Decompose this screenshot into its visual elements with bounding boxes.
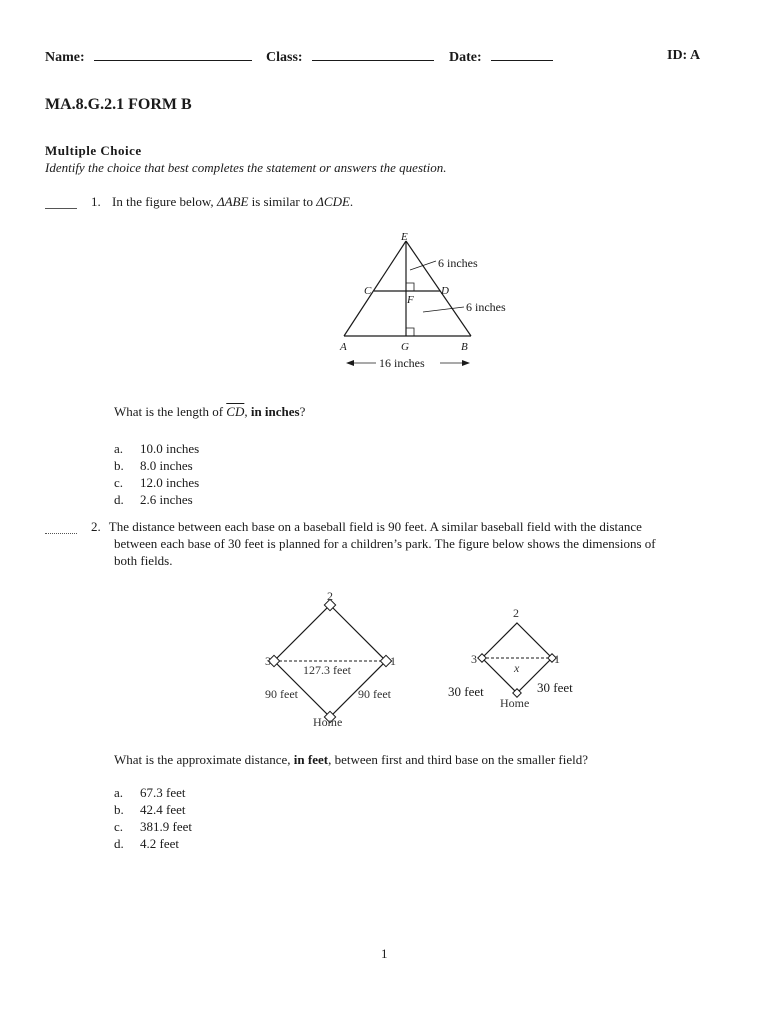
choice-item[interactable]: d. 2.6 inches bbox=[114, 492, 193, 507]
choice-item[interactable]: c. 12.0 inches bbox=[114, 475, 200, 490]
answer-blank-q1[interactable] bbox=[45, 207, 77, 209]
header-row bbox=[45, 48, 252, 66]
small-third-label: 3 bbox=[471, 652, 477, 666]
small-first-label: 1 bbox=[554, 652, 560, 666]
question-2-stem: 2. The distance between each base on a baseball field is 90 feet. A similar baseball field with the distance between each base of 30 feet is planned for a children’s park. The figure below shows the dimensions of both fields. bbox=[91, 519, 656, 568]
date-label: Date: bbox=[449, 50, 482, 65]
arrow-left-icon bbox=[346, 360, 354, 366]
question-number: 2. bbox=[91, 519, 101, 534]
label-a: A bbox=[340, 341, 347, 353]
label-c: C bbox=[364, 285, 372, 297]
label-f: F bbox=[407, 294, 414, 306]
question-number: 1. bbox=[91, 194, 101, 209]
small-diagonal-label: x bbox=[514, 661, 520, 675]
label-d: D bbox=[441, 285, 449, 297]
small-home-label: Home bbox=[500, 696, 530, 710]
question-1-prompt: What is the length of $\overline{CD}$, in inches? bbox=[114, 404, 306, 419]
name-label: Name: bbox=[45, 50, 85, 65]
question-2-prompt: What is the approximate distance, in feet, between first and third base on the smaller field? bbox=[114, 752, 588, 767]
choice-item[interactable]: d. 4.2 feet bbox=[114, 836, 179, 851]
dim-label-top: 6 inches bbox=[438, 256, 478, 270]
small-second-label: 2 bbox=[513, 606, 519, 620]
large-right-side-label: 90 feet bbox=[358, 687, 391, 701]
dim-label-base: 16 inches bbox=[379, 356, 425, 370]
label-e: E bbox=[401, 231, 408, 243]
large-diagonal-label: 127.3 feet bbox=[303, 663, 351, 677]
date-group bbox=[449, 48, 553, 66]
class-label: Class: bbox=[266, 50, 303, 65]
large-second-label: 2 bbox=[327, 589, 333, 603]
choice-item[interactable]: b. 8.0 inches bbox=[114, 458, 193, 473]
date-field[interactable] bbox=[491, 48, 553, 61]
leader-line-top bbox=[410, 261, 436, 270]
baseball-fields-figure bbox=[255, 585, 585, 735]
leader-line-mid bbox=[423, 307, 464, 312]
question-1-choices bbox=[114, 440, 199, 508]
large-left-side-label: 90 feet bbox=[265, 687, 298, 701]
label-g: G bbox=[401, 341, 409, 353]
page-title: MA.8.G.2.1 FORM B bbox=[45, 96, 192, 113]
choice-item[interactable]: a. 10.0 inches bbox=[114, 441, 200, 456]
large-third-label: 3 bbox=[265, 654, 271, 668]
right-angle-mark-f bbox=[406, 283, 414, 291]
segment-cd-label: $\overline{CD}$ bbox=[226, 404, 245, 419]
similar-triangles-figure bbox=[330, 225, 530, 375]
small-left-side-label: 30 feet bbox=[448, 684, 484, 699]
class-field[interactable] bbox=[312, 48, 434, 61]
section-heading: Multiple Choice bbox=[45, 143, 142, 158]
question-2-choices bbox=[114, 784, 192, 852]
class-group bbox=[266, 48, 434, 66]
arrow-right-icon bbox=[462, 360, 470, 366]
small-field bbox=[448, 606, 573, 710]
choice-item[interactable]: a. 67.3 feet bbox=[114, 785, 186, 800]
large-first-label: 1 bbox=[390, 654, 396, 668]
section-instruction: Identify the choice that best completes the statement or answers the question. bbox=[45, 160, 447, 175]
large-field bbox=[265, 589, 396, 729]
page-number: 1 bbox=[381, 946, 388, 961]
id-label: ID: A bbox=[667, 48, 701, 63]
choice-item[interactable]: c. 381.9 feet bbox=[114, 819, 192, 834]
answer-blank-q2[interactable] bbox=[45, 533, 77, 534]
dim-label-mid: 6 inches bbox=[466, 300, 506, 314]
triangle-side-ae bbox=[344, 241, 406, 336]
question-1-stem: 1. In the figure below, ΔABE is similar to ΔCDE. bbox=[91, 194, 354, 209]
right-angle-mark-g bbox=[406, 328, 414, 336]
choice-item[interactable]: b. 42.4 feet bbox=[114, 802, 186, 817]
small-right-side-label: 30 feet bbox=[537, 680, 573, 695]
label-b: B bbox=[461, 341, 468, 353]
name-field[interactable] bbox=[94, 48, 252, 61]
large-home-label: Home bbox=[313, 715, 343, 729]
